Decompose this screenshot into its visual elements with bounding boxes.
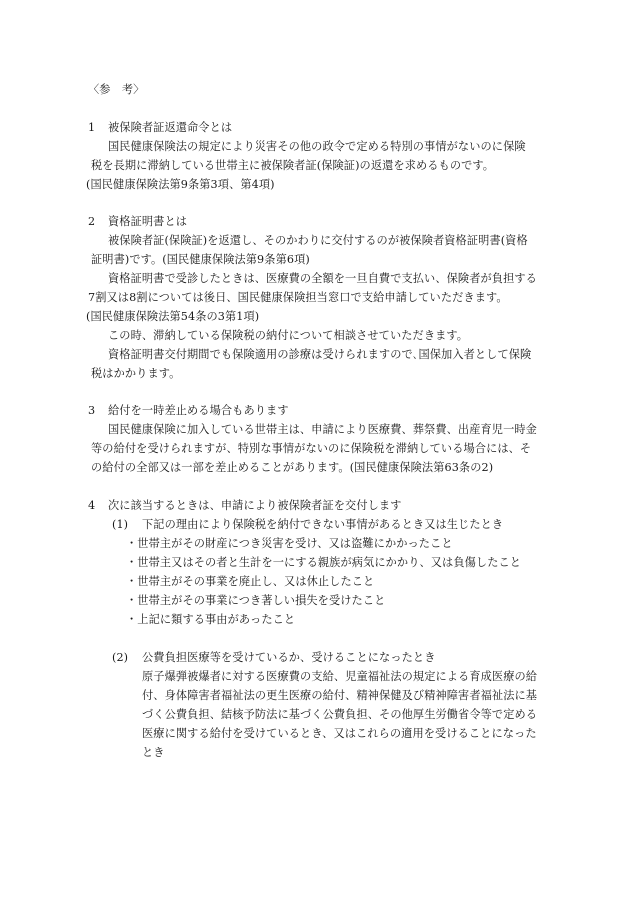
section-2-citation: (国民健康保険法第54条の3第1項)	[86, 310, 260, 323]
subsection-2-text-line: とき	[142, 746, 165, 759]
section-2-text-line: 資格証明書交付期間でも保険適用の診療は受けられますので､国保加入者として保険	[108, 348, 532, 361]
section-4-heading: 次に該当するときは、申請により被保険者証を交付します	[108, 499, 402, 512]
section-1-citation: (国民健康保険法第9条第3項、第4項)	[86, 178, 275, 191]
bullet-item: ・世帯主がその事業につき著しい損失を受けたこと	[126, 594, 386, 607]
section-2-text-line: 税はかかります。	[91, 367, 181, 380]
section-2-number: 2	[88, 215, 96, 228]
subsection-2-text-line: 医療に関する給付を受けているとき、又はこれらの適用を受けることになった	[142, 727, 537, 740]
section-2-heading: 資格証明書とは	[108, 215, 188, 228]
section-2-text-line: 被保険者証(保険証)を返還し、そのかわりに交付するのが被保険者資格証明書(資格	[108, 234, 528, 247]
section-3-number: 3	[88, 404, 96, 417]
subsection-2-text-line: づく公費負担、結核予防法に基づく公費負担、その他厚生労働省令等で定める	[142, 708, 538, 721]
section-3-heading: 給付を一時差止める場合もあります	[108, 404, 289, 417]
section-1-number: 1	[88, 121, 96, 134]
subsection-2-text-line: 原子爆弾被爆者に対する医療費の支給、児童福祉法の規定による育成医療の給	[142, 670, 538, 683]
section-2-text-line: この時、滞納している保険税の納付について相談させていただきます。	[108, 329, 469, 342]
section-2-text-line: 7割又は8割については後日、国民健康保険担当窓口で支給申請していただきます。	[88, 291, 508, 304]
section-3-text-line: 国民健康保険に加入している世帯主は、申請により医療費、葬祭費、出産育児一時金	[108, 423, 537, 436]
subsection-2-number: (2)	[112, 651, 129, 664]
section-3-text-line: 等の給付を受けられますが、特別な事情がないのに保険税を滞納している場合には、そ	[91, 442, 532, 455]
section-3-text-line: の給付の全部又は一部を差止めることがあります。(国民健康保険法第63条の2)	[91, 461, 494, 474]
section-1-text-line: 国民健康保険法の規定により災害その他の政令で定める特別の事情がないのに保険	[108, 140, 526, 153]
subsection-1-title: 下記の理由により保険税を納付できない事情があるとき又は生じたとき	[142, 518, 504, 531]
bullet-item: ・上記に類する事由があったこと	[126, 613, 296, 626]
bullet-item: ・世帯主がその財産につき災害を受け、又は盗難にかかったこと	[126, 537, 453, 550]
bullet-item: ・世帯主がその事業を廃止し、又は休止したこと	[126, 575, 375, 588]
section-2-text-line: 資格証明書で受診したときは、医療費の全額を一旦自費で支払い、保険者が負担する	[108, 272, 537, 285]
section-1-text-line: 税を長期に滞納している世帯主に被保険者証(保険証)の返還を求めるものです。	[91, 159, 495, 172]
section-2-text-line: 証明書)です。(国民健康保険法第9条第6項)	[91, 253, 310, 266]
reference-header: 〈参 考〉	[88, 83, 145, 96]
section-1-heading: 被保険者証返還命令とは	[108, 121, 233, 134]
section-4-number: 4	[88, 499, 96, 512]
subsection-1-number: (1)	[112, 518, 129, 531]
subsection-2-text-line: 付、身体障害者福祉法の更生医療の給付、精神保健及び精神障害者福祉法に基	[142, 689, 538, 702]
bullet-item: ・世帯主又はその者と生計を一にする親族が病気にかかり、又は負傷したこと	[126, 556, 522, 569]
subsection-2-title: 公費負担医療等を受けているか、受けることになったとき	[142, 651, 436, 664]
